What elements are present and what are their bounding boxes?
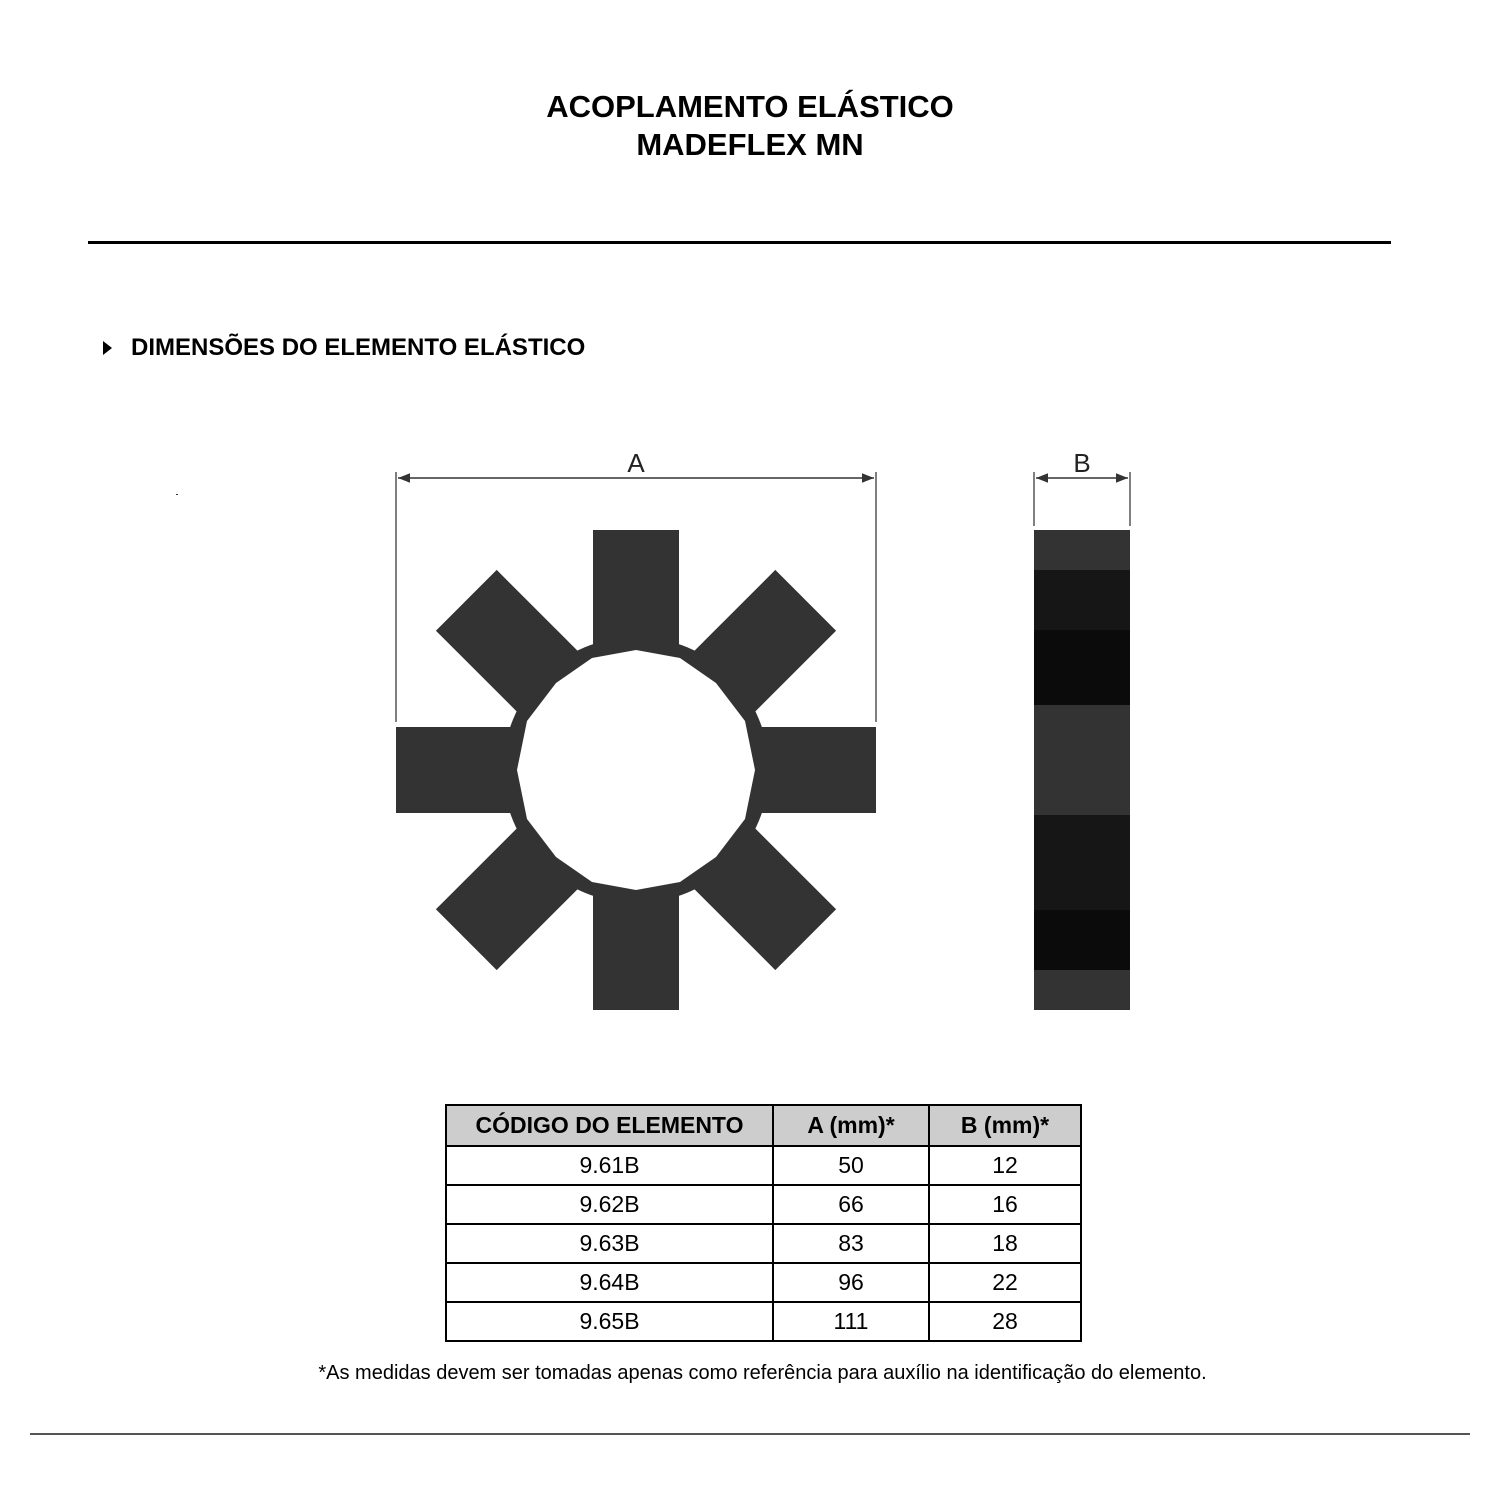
dimension-b (1034, 448, 1130, 526)
spider-jaw (396, 727, 526, 813)
elastic-element-side-view (1034, 530, 1130, 1010)
dimensions-table (445, 1104, 1082, 1342)
cell-b: 12 (929, 1146, 1081, 1185)
cell-b: 18 (929, 1224, 1081, 1263)
table-row (446, 1224, 1081, 1263)
side-band-dark (1034, 570, 1130, 630)
dim-b-label: B (1073, 448, 1091, 478)
cell-a: 96 (773, 1263, 929, 1302)
spider-jaw (593, 530, 679, 660)
spider-jaw (746, 727, 876, 813)
header-a: A (mm)* (773, 1105, 929, 1146)
title-line-1: ACOPLAMENTO ELÁSTICO (546, 89, 954, 124)
table-row (446, 1146, 1081, 1185)
spider-jaw (593, 880, 679, 1010)
table-header-row (446, 1105, 1081, 1146)
table-row (446, 1302, 1081, 1341)
cell-a: 111 (773, 1302, 929, 1341)
cell-b: 22 (929, 1263, 1081, 1302)
cell-a: 66 (773, 1185, 929, 1224)
elastic-element-front-view (396, 530, 876, 1010)
cell-a: 50 (773, 1146, 929, 1185)
cell-a: 83 (773, 1224, 929, 1263)
cell-code: 9.63B (446, 1224, 773, 1263)
dim-a-label: A (627, 448, 645, 478)
footnote: *As medidas devem ser tomadas apenas como referência para auxílio na identificação do elemento. (318, 1362, 1207, 1384)
side-band-darker (1034, 630, 1130, 705)
cell-code: 9.64B (446, 1263, 773, 1302)
cell-code: 9.62B (446, 1185, 773, 1224)
header-b: B (mm)* (929, 1105, 1081, 1146)
cell-code: 9.61B (446, 1146, 773, 1185)
cell-b: 16 (929, 1185, 1081, 1224)
side-band-darker (1034, 910, 1130, 970)
table-row (446, 1185, 1081, 1224)
side-band-dark (1034, 815, 1130, 910)
header-code: CÓDIGO DO ELEMENTO (446, 1105, 773, 1146)
table-row (446, 1263, 1081, 1302)
cell-code: 9.65B (446, 1302, 773, 1341)
section-title: DIMENSÕES DO ELEMENTO ELÁSTICO (131, 334, 586, 361)
title-line-2: MADEFLEX MN (636, 127, 864, 162)
cell-b: 28 (929, 1302, 1081, 1341)
footer-divider (30, 1433, 1470, 1435)
